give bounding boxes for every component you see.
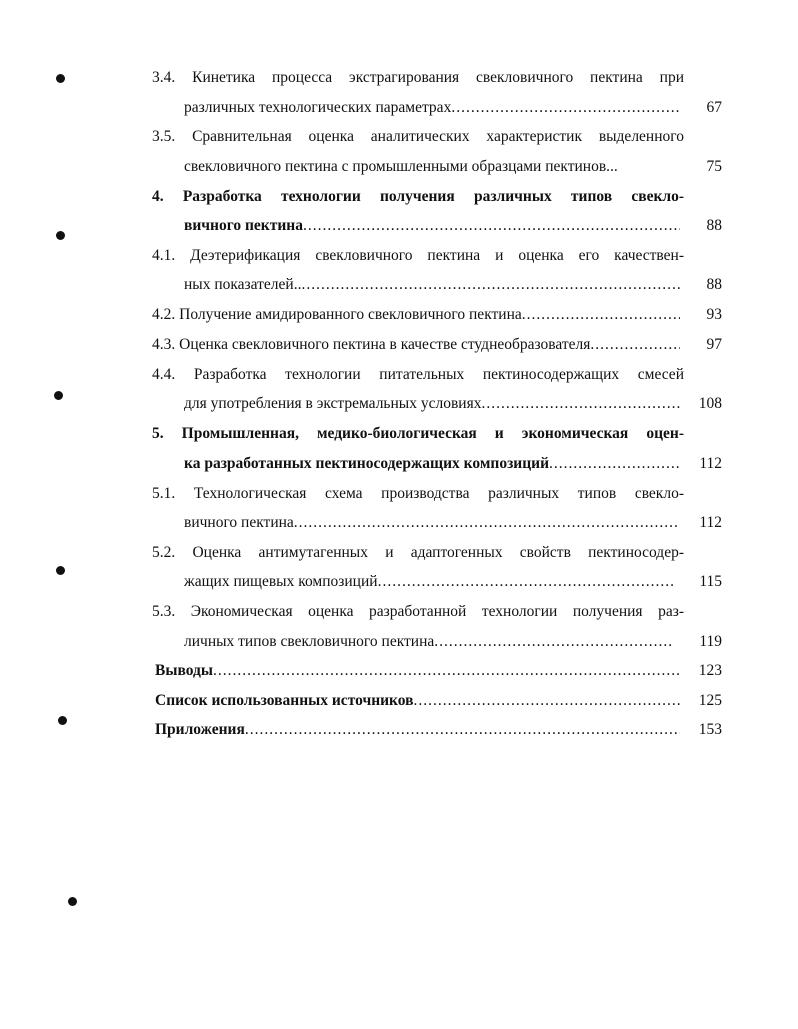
toc-entry-appendix: Приложения .....: [155, 720, 680, 740]
toc-page-number: 112: [699, 514, 722, 531]
toc-page-number: 115: [699, 573, 722, 590]
binder-dot: [56, 74, 65, 83]
toc-page-number: 112: [699, 455, 722, 472]
toc-entry-4-1-line1: 4.1. Деэтерификация свекловичного пектина и оценка его качествен-: [152, 247, 684, 264]
toc-entry-5-3-line2: личных типов свекловичного пектина .....: [184, 632, 674, 652]
toc-entry-5-3-line1: 5.3. Экономическая оценка разработанной технологии получения раз-: [152, 603, 684, 620]
binder-dot: [58, 716, 67, 725]
toc-entry-4-2: 4.2. Получение амидированного свекловичного пектина .....: [152, 305, 680, 325]
toc-entry-4-line2: вичного пектина .....: [184, 216, 680, 236]
toc-entry-5-1-line2: вичного пектина .....: [184, 513, 680, 533]
toc-page-number: 88: [706, 217, 722, 234]
toc-page-number: 75: [706, 158, 722, 175]
toc-entry-4-4-line1: 4.4. Разработка технологии питательных пектиносодержащих смесей: [152, 366, 684, 383]
toc-entry-5-2-line2: жащих пищевых композиций .....: [184, 572, 674, 592]
toc-entry-5-line1: 5. Промышленная, медико-биологическая и экономическая оцен-: [152, 425, 684, 442]
toc-page-number: 119: [699, 633, 722, 650]
toc-page-number: 125: [698, 692, 722, 709]
toc-entry-4-3: 4.3. Оценка свекловичного пектина в качестве студнеобразователя .....: [152, 335, 680, 355]
binder-dot: [54, 391, 63, 400]
toc-page-number: 88: [706, 276, 722, 293]
toc-page-number: 123: [698, 662, 722, 679]
toc-page-number: 97: [706, 336, 722, 353]
toc-entry-3-4-line2: различных технологических параметрах .....: [184, 98, 680, 118]
toc-entry-5-line2: ка разработанных пектиносодержащих композиций .....: [184, 454, 680, 474]
toc-entry-5-1-line1: 5.1. Технологическая схема производства различных типов свекло-: [152, 485, 684, 502]
binder-dot: [56, 566, 65, 575]
toc-entry-conclusions: Выводы .....: [155, 661, 680, 681]
binder-dot: [68, 897, 77, 906]
toc-entry-3-4-line1: 3.4. Кинетика процесса экстрагирования свекловичного пектина при: [152, 69, 684, 86]
toc-page-number: 93: [706, 306, 722, 323]
toc-entry-sources: Список использованных источников .....: [155, 691, 680, 711]
toc-page-number: 67: [706, 99, 722, 116]
toc-page-number: 108: [698, 395, 722, 412]
toc-entry-5-2-line1: 5.2. Оценка антимутагенных и адаптогенных свойств пектиносодер-: [152, 544, 684, 561]
toc-entry-3-5-line1: 3.5. Сравнительная оценка аналитических характеристик выделенного: [152, 128, 684, 145]
binder-dot: [56, 231, 65, 240]
toc-entry-4-line1: 4. Разработка технологии получения различных типов свекло-: [152, 188, 684, 205]
toc-entry-4-1-line2: ных показателей.. .....: [184, 275, 680, 295]
toc-page-number: 153: [698, 721, 722, 738]
toc-entry-3-5-line2: свекловичного пектина с промышленными образцами пектинов...: [184, 158, 618, 175]
toc-entry-4-4-line2: для употребления в экстремальных условиях .....: [184, 394, 680, 414]
